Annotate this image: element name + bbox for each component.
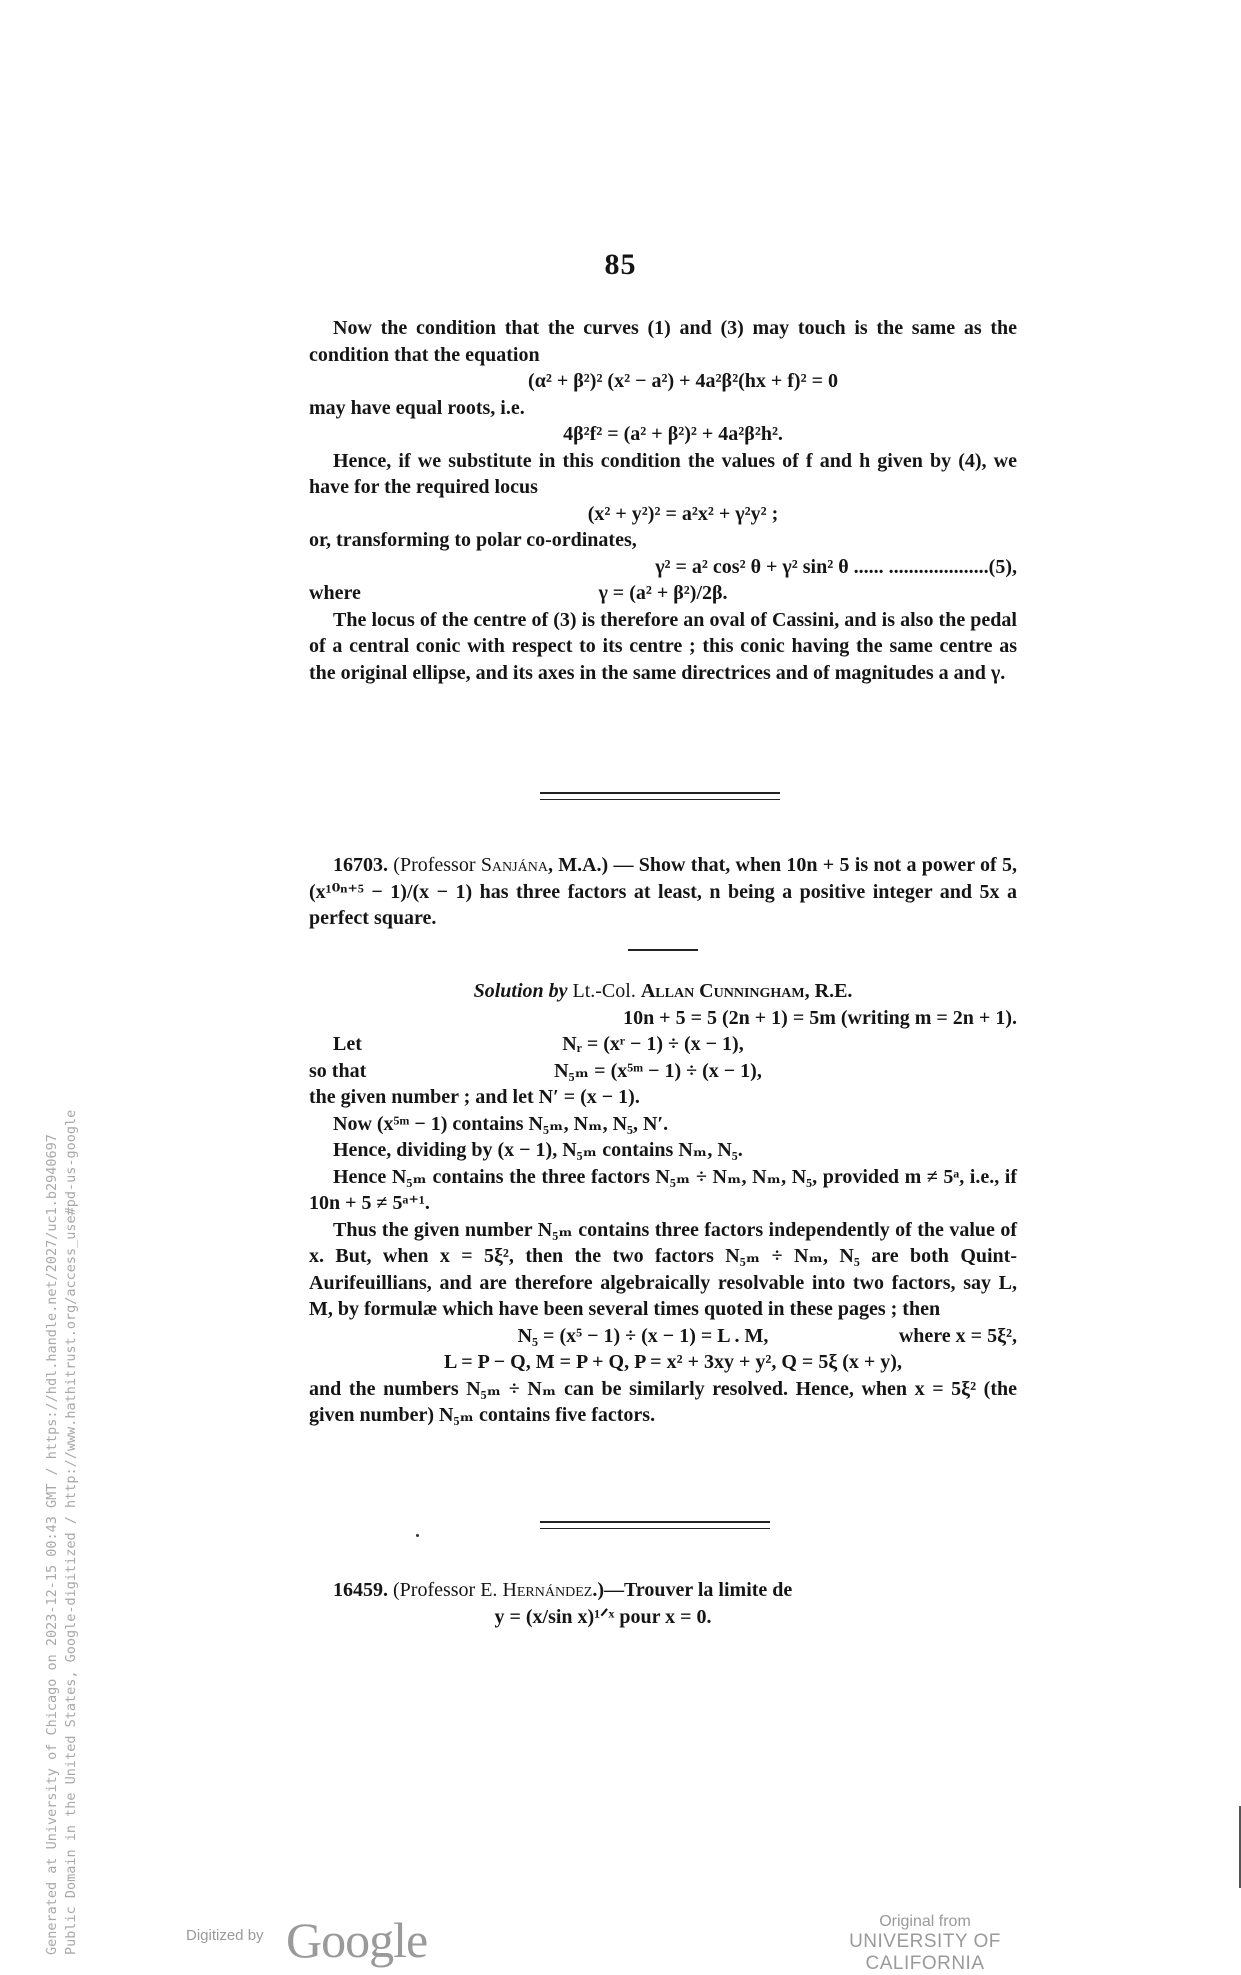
paragraph-condition: Now the condition that the curves (1) and (3) may touch is the same as the condition that the equation xyxy=(309,317,1017,366)
equation-1: (α² + β²)² (x² − a²) + 4a²β²(hx + f)² = 0 xyxy=(528,370,838,392)
paragraph-polar: or, transforming to polar co-ordinates, xyxy=(309,529,637,551)
solution-line-8: Thus the given number N₅ₘ contains three factors independently of the value of x. But, when x = 5ξ², then the two factors N₅ₘ ÷ Nₘ, N₅ are both Quint-Aurifeuillians, and are therefore algebraically resolvable into two factors, say L, M, by formulæ which have been several times quoted in these pages ; then xyxy=(309,1218,1017,1320)
question-2-body: .)—Trouver la limite de xyxy=(592,1579,793,1601)
google-logo: Google xyxy=(286,1912,428,1968)
solution-line-4: the given number ; and let N′ = (x − 1). xyxy=(309,1086,640,1108)
watermark-line-2: Public Domain in the United States, Google-digitized / http://www.hathitrust.org/access_use#pd-us-google xyxy=(63,1109,79,1955)
digitized-by-label: Digitized by xyxy=(186,1927,264,1944)
question-2-equation: y = (x/sin x)¹ᐟˣ pour x = 0. xyxy=(494,1605,712,1628)
question-16703 xyxy=(309,852,1017,932)
author-2-prefix: (Professor E. xyxy=(393,1579,503,1601)
hathitrust-watermark xyxy=(43,995,81,1955)
author-name: Sanjána xyxy=(480,854,548,876)
solution-rank: Lt.-Col. xyxy=(567,980,641,1002)
equation-a-row xyxy=(309,1323,1017,1350)
solution-line-2: Nᵣ = (xʳ − 1) ÷ (x − 1), xyxy=(562,1033,744,1055)
equation-a: N₅ = (x⁵ − 1) ÷ (x − 1) = L . M, xyxy=(517,1324,769,1347)
solution-line-3: N₅ₘ = (x⁵ᵐ − 1) ÷ (x − 1), xyxy=(554,1059,762,1082)
question-2-number: 16459. xyxy=(333,1579,388,1601)
equation-b: L = P − Q, M = P + Q, P = x² + 3xy + y², Q = 5ξ (x + y), xyxy=(444,1351,902,1373)
question-16459 xyxy=(309,1577,1017,1630)
paragraph-equal-roots: may have equal roots, i.e. xyxy=(309,396,525,419)
question-body: , M.A.) — Show that, when 10n + 5 is not a power of 5, (x¹⁰ⁿ⁺⁵ − 1)/(x − 1) has three factors at least, n being a positive integer and 5x a perfect square. xyxy=(309,854,1017,929)
institution-label: UNIVERSITY OF CALIFORNIA xyxy=(849,1931,1001,1974)
solution-16703 xyxy=(309,978,1017,1429)
page-number: 85 xyxy=(604,248,637,281)
equation-4: γ² = a² cos² θ + γ² sin² θ ...... ....................(5), xyxy=(655,555,1017,578)
let-row xyxy=(309,1031,1017,1058)
paragraph-locus: The locus of the centre of (3) is therefore an oval of Cassini, and is also the pedal of a central conic with respect to its centre ; this conic having the same centre as the original ellipse, and its axes in the same directrices and of magnitudes a and γ. xyxy=(309,608,1017,684)
stray-dot xyxy=(416,1534,419,1537)
where-row xyxy=(309,580,1017,607)
solution-heading xyxy=(309,978,1017,1005)
solution-line-5: Now (x⁵ᵐ − 1) contains N₅ₘ, Nₘ, N₅, N′. xyxy=(333,1112,669,1135)
equation-2: 4β²f² = (a² + β²)² + 4a²β²h². xyxy=(563,423,783,445)
equation-5: γ = (a² + β²)/2β. xyxy=(598,582,728,604)
section-separator-2 xyxy=(540,1521,770,1529)
paragraph-substitute: Hence, if we substitute in this condition the values of f and h given by (4), we have for the required locus xyxy=(309,449,1017,498)
solution-line-9: and the numbers N₅ₘ ÷ Nₘ can be similarly resolved. Hence, when x = 5ξ² (the given number) N₅ₘ contains five factors. xyxy=(309,1377,1017,1426)
equation-3: (x² + y²)² = a²x² + γ²y² ; xyxy=(587,502,779,525)
where-label: where xyxy=(309,582,361,604)
short-rule xyxy=(628,949,698,951)
watermark-line-1: Generated at University of Chicago on 2023-12-15 00:43 GMT / https://hdl.handle.net/2027/uc1.b2940697 xyxy=(44,1134,60,1955)
let-label: Let xyxy=(333,1033,362,1055)
solution-line-7: Hence N₅ₘ contains the three factors N₅ₘ ÷ Nₘ, Nₘ, N₅, provided m ≠ 5ᵃ, i.e., if 10n + 5 ≠ 5ᵃ⁺¹. xyxy=(309,1165,1017,1214)
solution-suffix: , R.E. xyxy=(804,980,853,1002)
solution-by: Solution by xyxy=(473,980,568,1002)
so-that-label: so that xyxy=(309,1059,367,1082)
solution-line-6: Hence, dividing by (x − 1), N₅ₘ contains Nₘ, N₅. xyxy=(333,1139,743,1161)
question-text xyxy=(309,852,1017,932)
section-separator xyxy=(540,792,780,800)
solution-author: Allan Cunningham xyxy=(640,980,805,1002)
equation-a-right: where x = 5ξ², xyxy=(898,1324,1017,1347)
original-from-label: Original from xyxy=(879,1913,971,1930)
so-that-row xyxy=(309,1058,1017,1085)
author-prefix: (Professor xyxy=(393,854,481,876)
section-continuation xyxy=(309,315,1017,686)
author-2-name: Hernández xyxy=(502,1579,593,1601)
original-from xyxy=(790,1913,1060,1975)
solution-line-1: 10n + 5 = 5 (2n + 1) = 5m (writing m = 2n + 1). xyxy=(623,1006,1017,1029)
question-2-text xyxy=(309,1577,1017,1604)
question-number: 16703. xyxy=(333,854,388,876)
